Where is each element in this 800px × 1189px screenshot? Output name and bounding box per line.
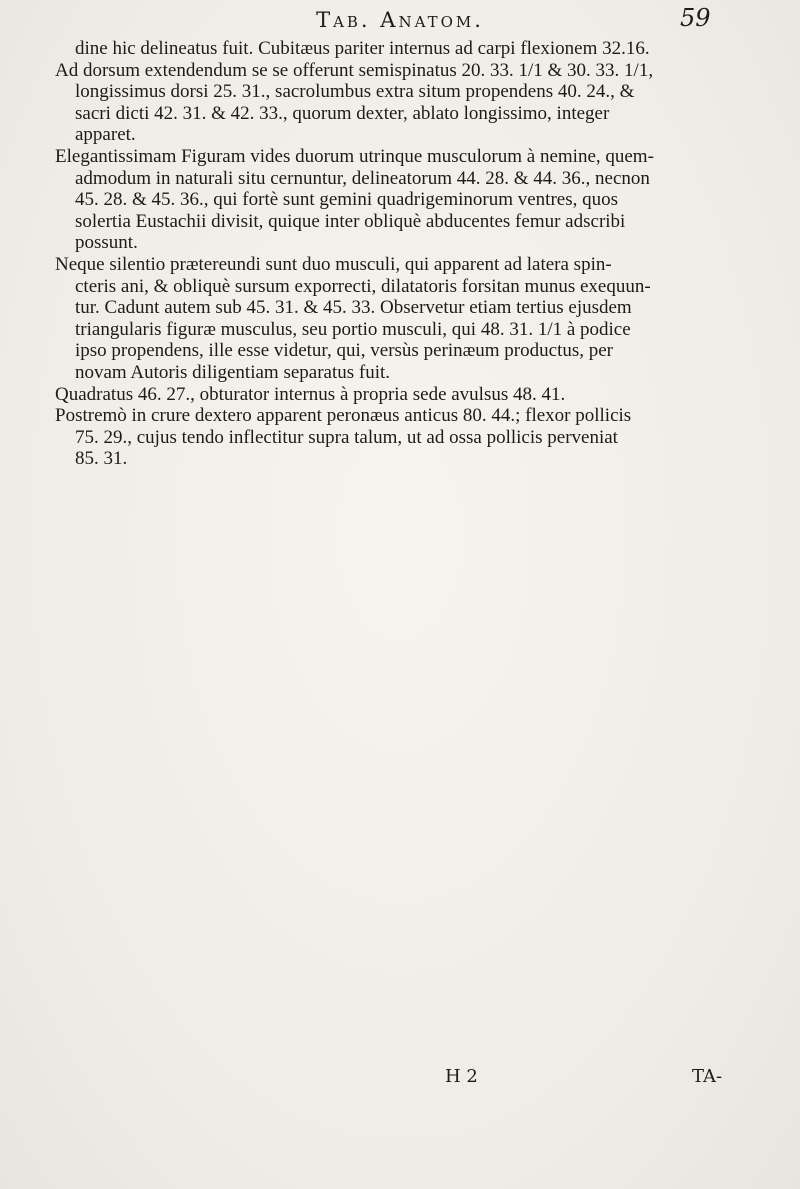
signature-mark: H 2 [445,1066,478,1087]
bleed-through [60,468,720,1068]
text-line: cteris ani, & obliquè sursum exporrecti, dilatatoris forsitan munus exequun- [75,275,651,297]
text-line: Elegantissimam Figuram vides duorum utrinque musculorum à nemine, quem- [55,145,654,167]
text-line: solertia Eustachii divisit, quique inter obliquè abducentes femur adscribi [75,210,626,232]
catchword: TA- [692,1066,723,1087]
text-line: possunt. [75,232,138,254]
text-line: Ad dorsum extendendum se se offerunt semispinatus 20. 33. 1/1 & 30. 33. 1/1, [55,59,654,81]
text-line: admodum in naturali situ cernuntur, delineatorum 44. 28. & 44. 36., necnon [75,167,650,189]
running-head-title: Tab. Anatom. [316,8,484,32]
text-line: novam Autoris diligentiam separatus fuit. [75,361,391,383]
text-line: 75. 29., cujus tendo inflectitur supra talum, ut ad ossa pollicis perveniat [75,426,618,448]
text-line: Quadratus 46. 27., obturator internus à propria sede avulsus 48. 41. [55,383,566,405]
text-line: sacri dicti 42. 31. & 42. 33., quorum dexter, ablato longissimo, integer [75,102,610,124]
text-line: 45. 28. & 45. 36., qui fortè sunt gemini quadrigeminorum ventres, quos [75,189,619,211]
text-line: apparet. [75,124,136,146]
text-line: Neque silentio prætereundi sunt duo musculi, qui apparent ad latera spin- [55,253,612,275]
text-line: triangularis figuræ musculus, seu portio musculi, qui 48. 31. 1/1 à podice [75,318,631,340]
text-line: Postremò in crure dextero apparent peronæus anticus 80. 44.; flexor pollicis [55,405,632,427]
text-line: ipso propendens, ille esse videtur, qui, versùs perinæum productus, per [75,340,614,362]
text-line: dine hic delineatus fuit. Cubitæus pariter internus ad carpi flexionem 32.16. [75,38,650,59]
body-text [55,38,715,470]
text-line: tur. Cadunt autem sub 45. 31. & 45. 33. Observetur etiam tertius ejusdem [75,297,632,319]
text-line: 85. 31. [75,448,128,470]
text-line: longissimus dorsi 25. 31., sacrolumbus extra situm propendens 40. 24., & [75,81,635,103]
page-number: 59 [680,4,711,32]
